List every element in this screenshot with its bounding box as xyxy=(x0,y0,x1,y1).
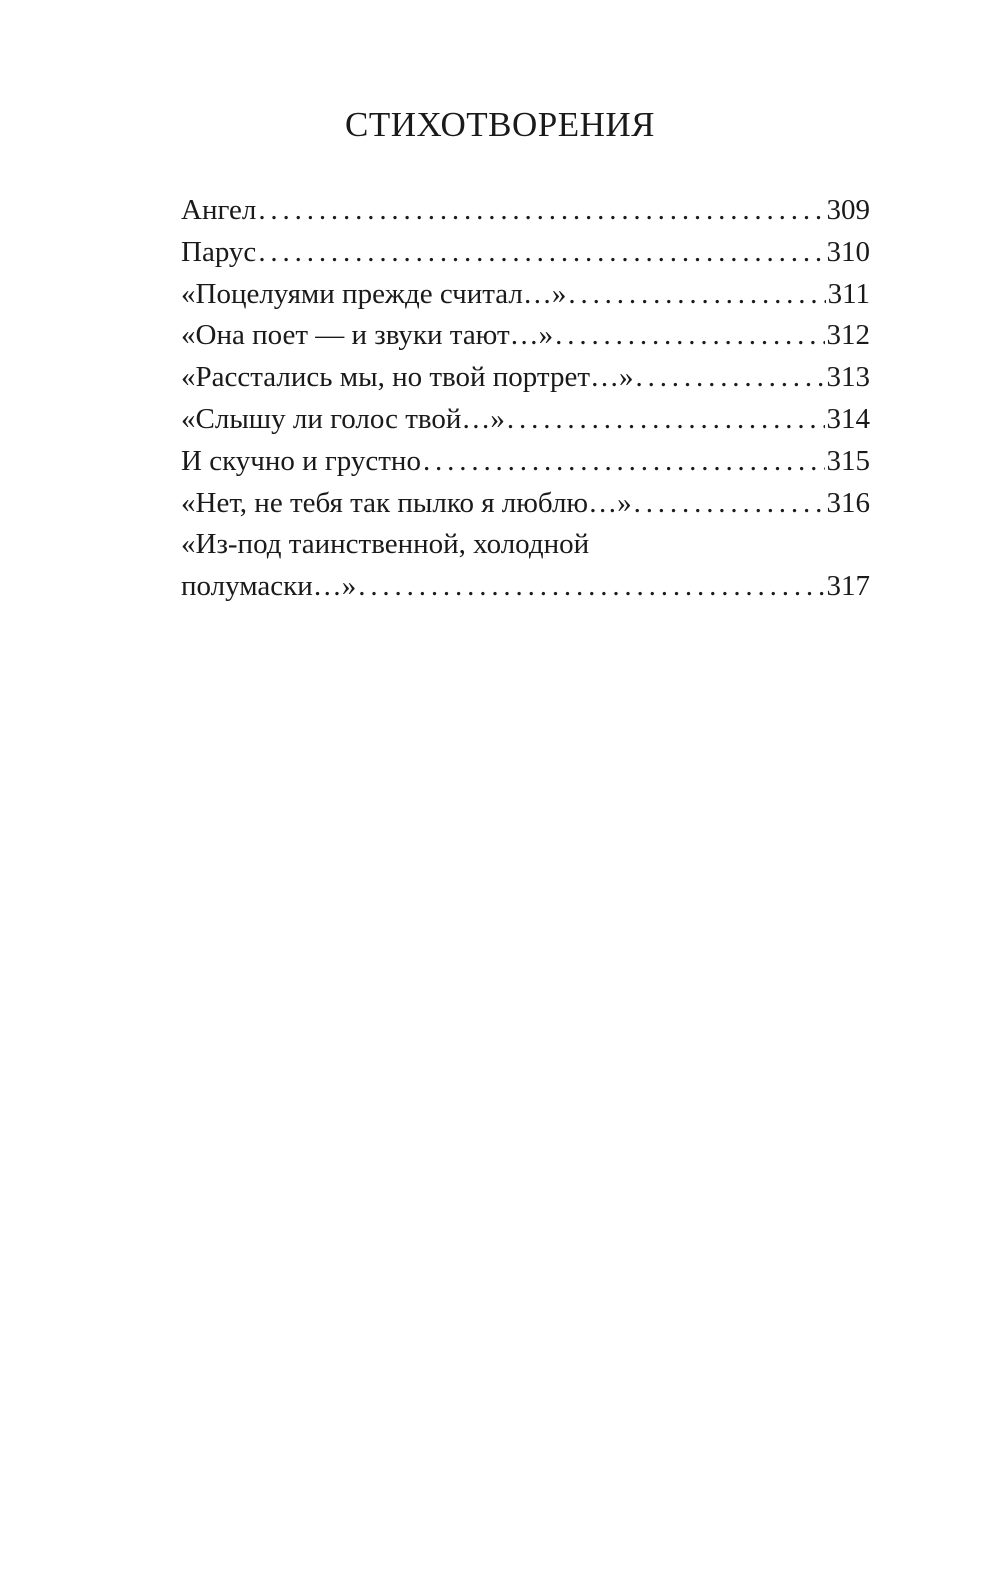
toc-entry xyxy=(181,483,870,525)
toc-entry-title: «Поцелуями прежде считал…» xyxy=(181,277,567,310)
dot-leader xyxy=(636,357,825,399)
toc-entry-title-line2: полумаски…» xyxy=(181,570,357,603)
toc-entry xyxy=(181,232,870,274)
toc-entry-page: 309 xyxy=(826,194,870,226)
toc-entry xyxy=(181,441,870,483)
dot-leader xyxy=(358,566,824,608)
toc-entry-page: 311 xyxy=(827,277,870,310)
toc-entry-page: 310 xyxy=(826,235,870,268)
toc-entry-title: «Нет, не тебя так пылко я люблю…» xyxy=(181,486,632,519)
toc-entry-title: И скучно и грустно xyxy=(181,444,421,477)
toc-entry xyxy=(181,190,870,232)
toc-entry-title: «Она поет — и звуки тают…» xyxy=(181,319,554,352)
dot-leader xyxy=(258,190,824,232)
toc-entry xyxy=(181,315,870,357)
toc-entry-page: 312 xyxy=(826,319,870,352)
dot-leader xyxy=(423,441,825,483)
toc-entry-page: 317 xyxy=(826,570,870,603)
toc-entry-page: 313 xyxy=(826,361,870,394)
toc-entry-page: 314 xyxy=(826,402,870,435)
toc-entry xyxy=(181,274,870,316)
dot-leader xyxy=(634,483,825,525)
toc-entry xyxy=(181,524,870,608)
dot-leader xyxy=(507,399,825,441)
dot-leader xyxy=(258,232,824,274)
toc-entry xyxy=(181,399,870,441)
section-title: СТИХОТВОРЕНИЯ xyxy=(344,105,655,144)
toc-entry-title-line1: «Из-под таинственной, холодной xyxy=(181,528,590,561)
toc-entry-title: Ангел xyxy=(181,194,257,226)
toc-entry-title: «Расстались мы, но твой портрет…» xyxy=(181,361,634,394)
table-of-contents xyxy=(181,190,870,608)
toc-entry-title: «Слышу ли голос твой…» xyxy=(181,402,505,435)
dot-leader xyxy=(555,315,824,357)
toc-entry-title: Парус xyxy=(181,235,257,268)
toc-entry-page: 315 xyxy=(826,444,870,477)
toc-entry-page: 316 xyxy=(826,486,870,519)
toc-entry xyxy=(181,357,870,399)
dot-leader xyxy=(568,274,825,316)
